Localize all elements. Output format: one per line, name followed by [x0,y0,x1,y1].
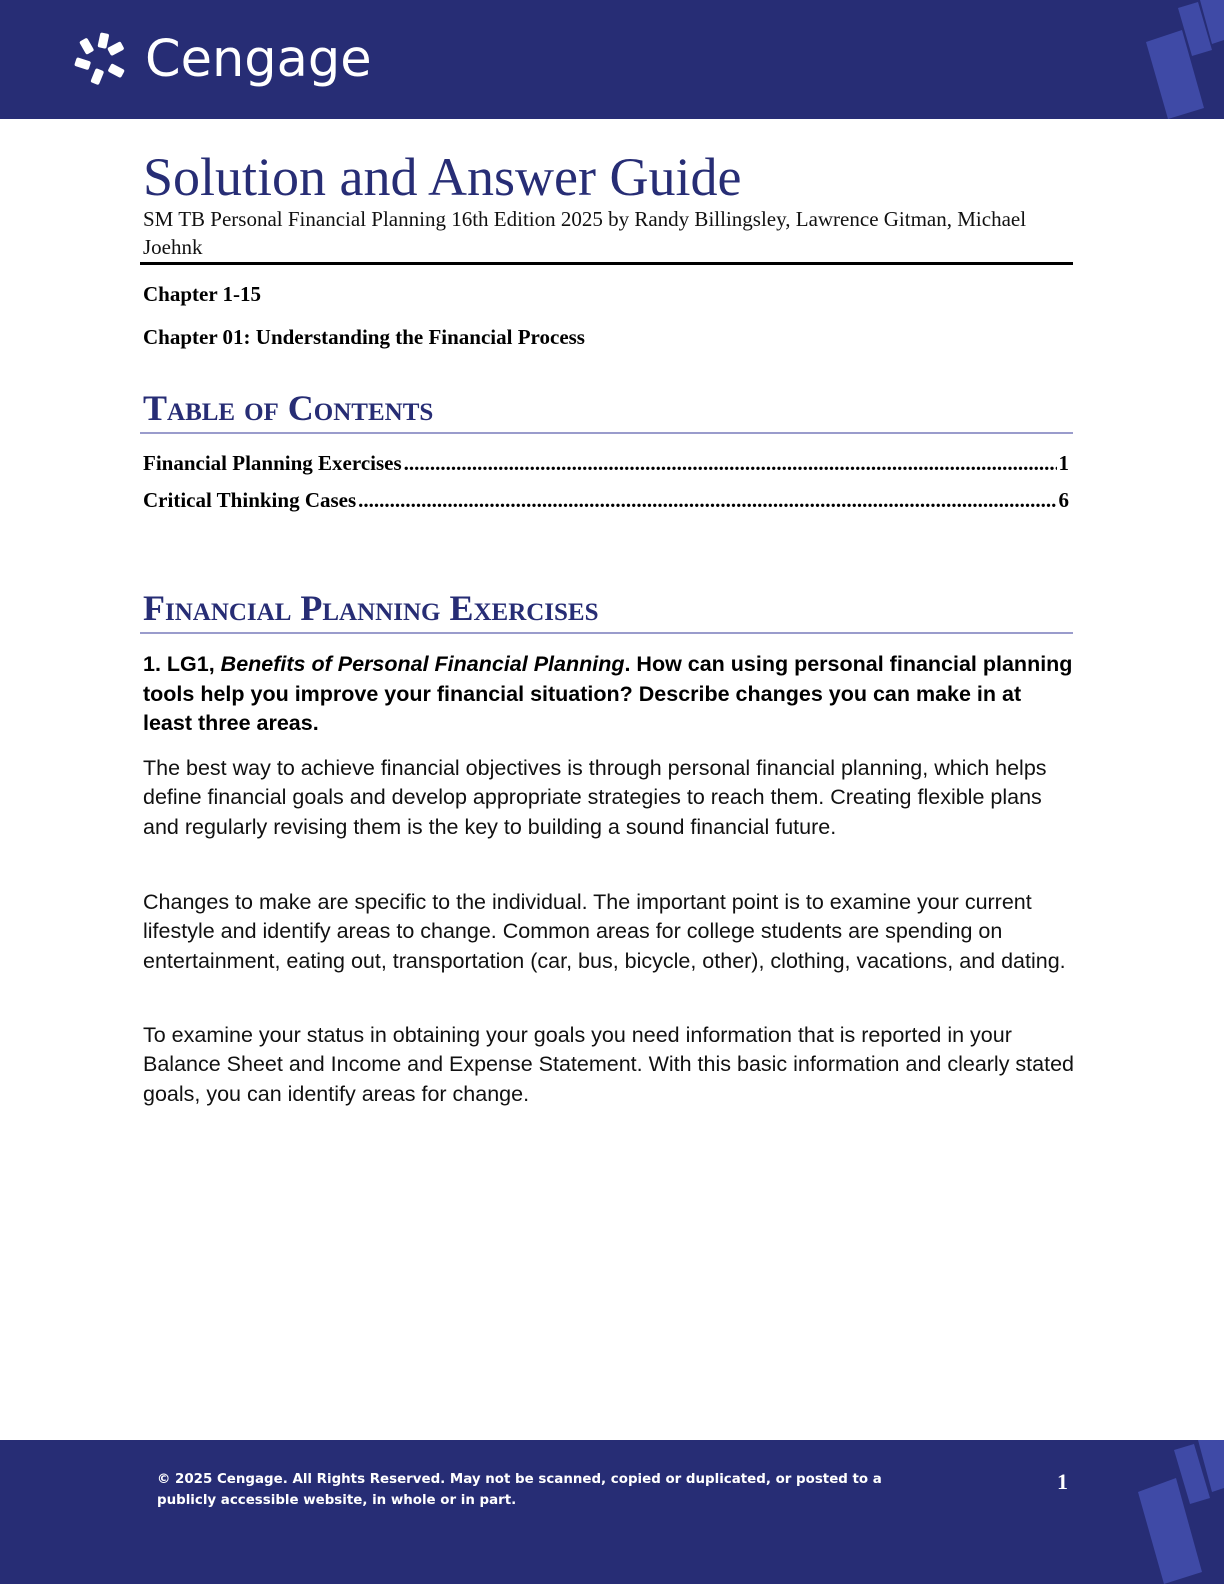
header-band [0,0,1224,119]
corner-decoration-icon [1140,0,1224,119]
toc-entry-page: 6 [1058,488,1069,512]
cengage-logo-mark-icon [72,29,134,91]
chapter-range: Chapter 1-15 [143,282,262,306]
title-divider [140,262,1073,265]
section-divider [140,632,1073,634]
toc-entry-critical-thinking-cases[interactable] [143,487,1069,513]
question-topic: Benefits of Personal Financial Planning [220,652,625,676]
footer-band [0,1440,1224,1584]
toc-entry-label: Financial Planning Exercises [143,451,402,475]
cengage-logo[interactable] [72,30,372,90]
page-number: 1 [1057,1469,1068,1494]
toc-entry-label: Critical Thinking Cases [143,488,357,512]
footer-corner-decoration-icon [1130,1440,1224,1584]
question-text: . How can using personal financial planning tools help you improve your financial situation? Describe changes you can make in at least three areas. [143,652,1073,735]
copyright-notice: © 2025 Cengage. All Rights Reserved. May not be scanned, copied or duplicated, or posted to a publicly accessible website, in whole or in part. [157,1472,882,1508]
chapter-title: Chapter 01: Understanding the Financial Process [143,325,585,349]
brand-name: Cengage [145,30,372,89]
toc-divider [140,432,1073,434]
toc-leader-dots [404,450,1057,476]
toc-heading: Table of Contents [143,388,434,428]
answer-paragraph-2: Changes to make are specific to the individual. The important point is to examine your current lifestyle and identify areas to change. Common areas for college students are spending on entertainment, eating out, transportation (car, bus, bicycle, other), clothing, vacations, and dating. [143,890,1066,973]
toc-entry-page: 1 [1058,451,1069,475]
section-heading: Financial Planning Exercises [143,588,599,628]
toc-entry-financial-planning-exercises[interactable] [143,450,1069,476]
question-number: 1. LG1, [143,652,221,676]
answer-paragraph-3: To examine your status in obtaining your goals you need information that is reported in your Balance Sheet and Income and Expense Statement. With this basic information and clearly stated goals, you can identify areas for change. [143,1023,1074,1106]
document-subtitle: SM TB Personal Financial Planning 16th Edition 2025 by Randy Billingsley, Lawrence Gitman, Michael Joehnk [143,207,1027,259]
question-1 [143,650,1075,739]
toc-leader-dots [358,487,1056,513]
answer-paragraph-1: The best way to achieve financial objectives is through personal financial planning, which helps define financial goals and develop appropriate strategies to reach them. Creating flexible plans and regularly revising them is the key to building a sound financial future. [143,756,1047,839]
document-title: Solution and Answer Guide [143,147,742,207]
